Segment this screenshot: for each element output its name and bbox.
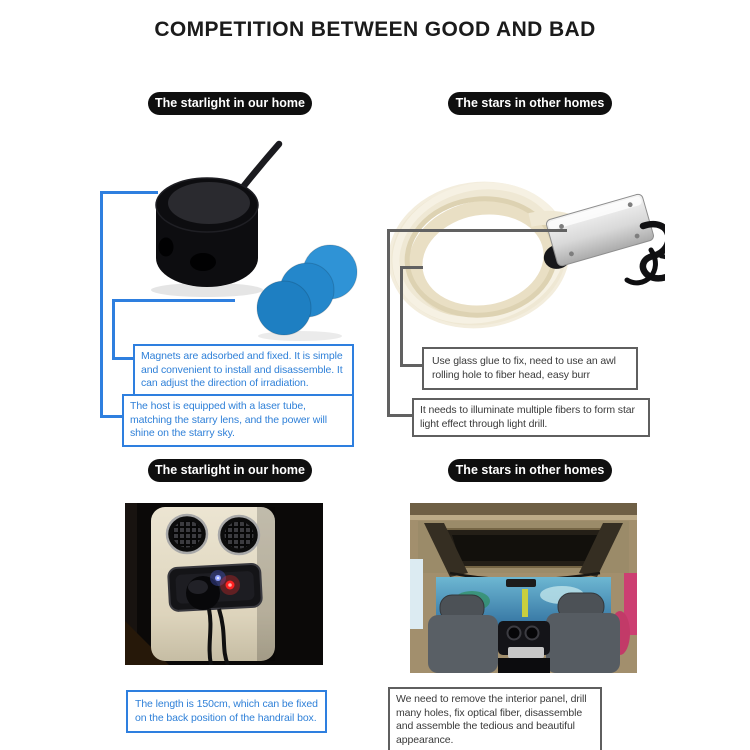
car-console-photo [125, 503, 323, 665]
connector-line [400, 364, 424, 367]
connector-line [400, 266, 403, 367]
connector-line [112, 299, 235, 302]
connector-line [112, 357, 135, 360]
side-hole [159, 238, 174, 257]
roof-edge [410, 503, 637, 515]
car-interior-photo [410, 503, 637, 673]
callout-remove-panel: We need to remove the interior panel, drill many holes, fix optical fiber, disassemble and assemble the tedious and beautiful appearance. [388, 687, 602, 750]
pill-ours-top: The starlight in our home [148, 92, 312, 115]
callout-glass-glue: Use glass glue to fix, need to use an awl rolling hole to fiber head, easy burr [422, 347, 638, 390]
fiber-kit-photo [385, 158, 665, 343]
left-window [410, 559, 423, 629]
side-hole [190, 253, 216, 271]
connector-line [387, 229, 390, 417]
host-device [156, 178, 258, 287]
air-vent-right [219, 516, 259, 554]
pill-theirs-bottom: The stars in other homes [448, 459, 612, 482]
connector-line [100, 191, 103, 418]
red-led [220, 575, 240, 595]
rearview-mirror [506, 579, 536, 587]
light-source-box [534, 193, 655, 272]
power-cable [243, 144, 279, 187]
bare-roof-frame [418, 521, 629, 580]
callout-light-drill: It needs to illuminate multiple fibers to form star light effect through light drill. [412, 398, 650, 437]
car-radio [508, 647, 544, 658]
pill-ours-bottom: The starlight in our home [148, 459, 312, 482]
connector-line [387, 229, 567, 232]
page-title: COMPETITION BETWEEN GOOD AND BAD [154, 18, 596, 41]
disc-shadow [258, 331, 342, 341]
connector-line [100, 415, 124, 418]
connector-line [387, 414, 414, 417]
callout-magnets: Magnets are adsorbed and fixed. It is simple and convenient to install and disassemble. It can adjust the direction of irradiation. [133, 344, 354, 397]
connector-line [100, 191, 158, 194]
pill-theirs-top: The stars in other homes [448, 92, 612, 115]
magnet-discs [257, 245, 357, 335]
hanging-charm [522, 589, 528, 617]
connector-line [112, 299, 115, 360]
air-vent-left [167, 515, 207, 553]
connector-line [400, 266, 423, 269]
callout-laser-host: The host is equipped with a laser tube, matching the starry lens, and the power will shine on the starry sky. [122, 394, 354, 447]
host-device-photo [95, 128, 360, 343]
callout-length: The length is 150cm, which can be fixed on the back position of the handrail box. [126, 690, 327, 733]
dashboard-center [498, 621, 550, 673]
